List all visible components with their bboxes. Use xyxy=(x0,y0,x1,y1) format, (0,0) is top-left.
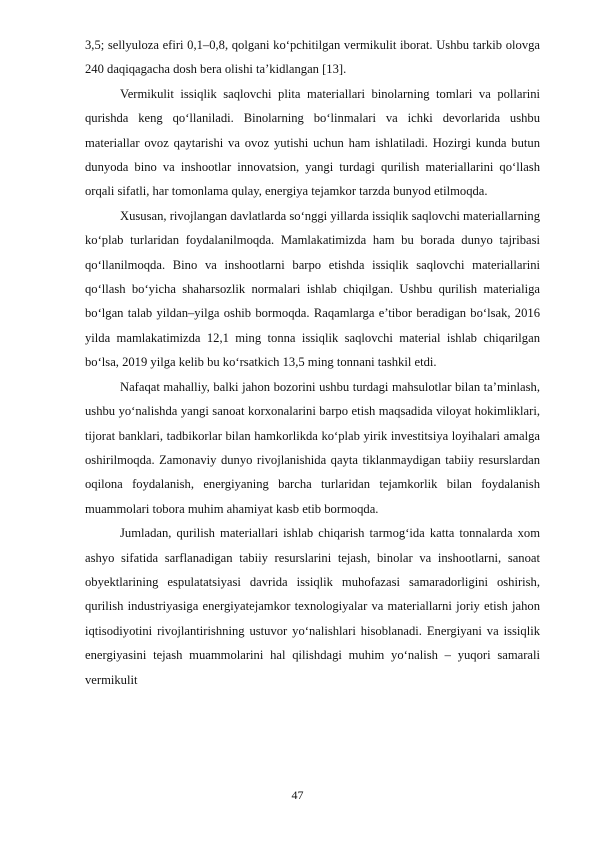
body-text xyxy=(85,33,540,692)
paragraph-5: Jumladan, qurilish materiallari ishlab chiqarish tarmog‘ida katta tonnalarda xom ashyo sifatida sarflanadigan tabiiy resurslarini tejash, binolar va inshootlarni, sanoat obyektlarining espulatatsiyasi davrida issiqlik muhofazasi samaradorligini oshirish, qurilish industriyasiga energiyatejamkor texnologiyalar va materiallarni joriy etish jahon iqtisodiyotini rivojlantirishning ustuvor yo‘nalishlari hisoblanadi. Energiyani va issiqlik energiyasini tejash muammolarini hal qilishdagi muhim yo‘nalish – yuqori samarali vermikulit xyxy=(85,526,540,687)
paragraph-2: Vermikulit issiqlik saqlovchi plita materiallari binolarning tomlari va pollarini qurishda keng qo‘llaniladi. Binolarning bo‘linmalari va ichki devorlarida ushbu materiallar ovoz qaytarishi va ovoz yutishi uchun ham ishlatiladi. Hozirgi kunda butun dunyoda bino va inshootlar innovatsion, yangi turdagi qurilish materiallarini qo‘llash orqali sifatli, har tomonlama qulay, energiya tejamkor tarzda bunyod etilmoqda. xyxy=(85,86,540,199)
paragraph-4: Nafaqat mahalliy, balki jahon bozorini ushbu turdagi mahsulotlar bilan ta’minlash, ushbu yo‘nalishda yangi sanoat korxonalarini barpo etish maqsadida viloyat hokimliklari, tijorat banklari, tadbikorlar bilan hamkorlikda ko‘plab yirik investitsiya loyihalari amalga oshirilmoqda. Zamonaviy dunyo rivojlanishida qayta tiklanmaydigan tabiiy resurslardan oqilona foydalanish, energiyaning barcha turlaridan tejamkorlik bilan foydalanish muammolari tobora muhim ahamiyat kasb etib bormoqda. xyxy=(85,379,540,516)
paragraph-1: 3,5; sellyuloza efiri 0,1–0,8, qolgani ko‘pchitilgan vermikulit iborat. Ushbu tarkib olovga 240 daqiqagacha dosh bera olishi ta’kidlangan [13]. xyxy=(85,38,540,77)
page-number: 47 xyxy=(291,788,304,802)
paragraph-3: Xususan, rivojlangan davlatlarda so‘nggi yillarda issiqlik saqlovchi materiallarning ko‘plab turlaridan foydalanilmoqda. Mamlakatimizda ham bu borada dunyo tajribasi qo‘llanilmoqda. Bino va inshootlarni barpo etishda issiqlik saqlovchi materiallarini qo‘llash bo‘yicha shaharsozlik normalari ishlab chiqilgan. Ushbu qurilish materialiga bo‘lgan talab yildan–yilga oshib bormoqda. Raqamlarga e’tibor beradigan bo‘lsak, 2016 yilda mamlakatimizda 12,1 ming tonna issiqlik saqlovchi material ishlab chiqarilgan bo‘lsa, 2019 yilga kelib bu ko‘rsatkich 13,5 ming tonnani tashkil etdi. xyxy=(85,208,540,370)
